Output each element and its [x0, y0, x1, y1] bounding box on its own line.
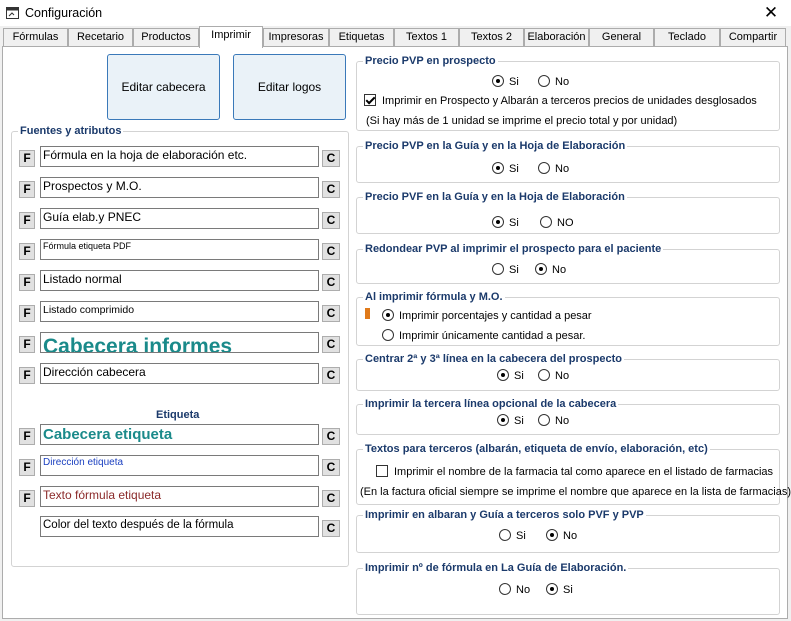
tab-teclado[interactable]: Teclado — [654, 28, 720, 47]
font-button-cabecera-informes[interactable]: F — [19, 336, 35, 353]
tab-compartir[interactable]: Compartir — [720, 28, 786, 47]
checkbox-icon[interactable] — [376, 465, 388, 477]
color-button-formula[interactable]: C — [322, 150, 340, 167]
radio-icon[interactable] — [382, 329, 394, 341]
radio-icon[interactable] — [499, 529, 511, 541]
albaran-pvf-si[interactable] — [499, 529, 526, 543]
pvp-prospecto-title: Precio PVP en prospecto — [365, 55, 496, 67]
imprimir-porcentajes-label: Imprimir porcentajes y cantidad a pesar — [399, 310, 592, 322]
color-button-color-despues[interactable]: C — [322, 520, 340, 537]
redondear-si-label: Si — [509, 264, 519, 276]
window-title: Configuración — [25, 6, 103, 20]
radio-icon[interactable] — [497, 414, 509, 426]
pvf-guia-si-label: Si — [509, 217, 519, 229]
pvf-guia-no[interactable] — [540, 216, 574, 230]
radio-icon[interactable] — [540, 216, 552, 228]
pvf-guia-no-label: NO — [557, 217, 574, 229]
color-button-listado-comprimido[interactable]: C — [322, 305, 340, 322]
font-sample-etiqueta-pdf: Fórmula etiqueta PDF — [40, 239, 319, 260]
pvf-guia-si[interactable] — [492, 216, 519, 230]
tercera-linea-no-label: No — [555, 415, 570, 427]
tab-imprimir[interactable]: Imprimir — [199, 26, 263, 48]
pvp-prospecto-no[interactable] — [538, 75, 569, 89]
tercera-linea-si[interactable] — [497, 414, 524, 428]
pvp-guia-title: Precio PVP en la Guía y en la Hoja de Elaboración — [365, 140, 626, 152]
radio-icon[interactable] — [538, 414, 550, 426]
pvp-guia-no-label: No — [555, 163, 570, 175]
font-sample-direccion-etiqueta: Dirección etiqueta — [40, 455, 319, 476]
imprimir-porcentajes-option[interactable] — [382, 309, 592, 323]
centrar-lineas-title: Centrar 2ª y 3ª línea en la cabecera del prospecto — [365, 353, 622, 365]
font-button-texto-formula-etiqueta[interactable]: F — [19, 490, 35, 507]
pvp-guia-si[interactable] — [492, 162, 519, 176]
radio-icon[interactable] — [492, 216, 504, 228]
app-icon — [6, 7, 19, 19]
font-button-direccion-etiqueta[interactable]: F — [19, 459, 35, 476]
tab-general[interactable]: General — [589, 28, 654, 47]
radio-icon[interactable] — [535, 263, 547, 275]
font-button-cabecera-etiqueta[interactable]: F — [19, 428, 35, 445]
numero-formula-title: Imprimir nº de fórmula en La Guía de Elaboración. — [365, 562, 627, 574]
color-button-texto-formula-etiqueta[interactable]: C — [322, 490, 340, 507]
fonts-group-title: Fuentes y atributos — [20, 125, 122, 137]
redondear-title: Redondear PVP al imprimir el prospecto para el paciente — [365, 243, 662, 255]
pvp-guia-si-label: Si — [509, 163, 519, 175]
font-sample-cabecera-informes: Cabecera informes — [40, 332, 319, 353]
pvp-prospecto-si-label: Si — [509, 76, 519, 88]
tab-textos-2[interactable]: Textos 2 — [459, 28, 524, 47]
tercera-linea-no[interactable] — [538, 414, 569, 428]
albaran-pvf-no-label: No — [563, 530, 578, 542]
color-button-prospectos[interactable]: C — [322, 181, 340, 198]
centrar-lineas-no[interactable] — [538, 369, 569, 383]
font-sample-listado-normal: Listado normal — [40, 270, 319, 291]
centrar-lineas-si[interactable] — [497, 369, 524, 383]
centrar-lineas-no-label: No — [555, 370, 570, 382]
pvp-prospecto-note: (Si hay más de 1 unidad se imprime el precio total y por unidad) — [366, 115, 678, 127]
tab-productos[interactable]: Productos — [133, 28, 199, 47]
color-button-cabecera-etiqueta[interactable]: C — [322, 428, 340, 445]
font-sample-direccion-cabecera: Dirección cabecera — [40, 363, 319, 384]
color-button-etiqueta-pdf[interactable]: C — [322, 243, 340, 260]
numero-formula-si[interactable] — [546, 583, 573, 597]
radio-icon[interactable] — [492, 263, 504, 275]
radio-icon[interactable] — [538, 162, 550, 174]
font-sample-guia: Guía elab.y PNEC — [40, 208, 319, 229]
centrar-lineas-si-label: Si — [514, 370, 524, 382]
precios-desglosados-checkbox[interactable] — [364, 94, 757, 108]
redondear-no[interactable] — [535, 263, 566, 277]
checkbox-icon[interactable] — [364, 94, 376, 106]
color-button-cabecera-informes[interactable]: C — [322, 336, 340, 353]
color-button-direccion-etiqueta[interactable]: C — [322, 459, 340, 476]
radio-icon[interactable] — [492, 75, 504, 87]
pvp-guia-no[interactable] — [538, 162, 569, 176]
pvp-prospecto-no-label: No — [555, 76, 570, 88]
imprimir-panel — [2, 46, 791, 619]
font-sample-color-despues: Color del texto después de la fórmula — [40, 516, 319, 537]
font-sample-texto-formula-etiqueta: Texto fórmula etiqueta — [40, 486, 319, 507]
tab-etiquetas[interactable]: Etiquetas — [329, 28, 394, 47]
radio-icon[interactable] — [492, 162, 504, 174]
color-button-direccion-cabecera[interactable]: C — [322, 367, 340, 384]
selection-marker — [365, 308, 370, 319]
color-button-listado-normal[interactable]: C — [322, 274, 340, 291]
imprimir-cantidad-label: Imprimir únicamente cantidad a pesar. — [399, 330, 586, 342]
tab-textos-1[interactable]: Textos 1 — [394, 28, 459, 47]
tercera-linea-title: Imprimir la tercera línea opcional de la cabecera — [365, 398, 617, 410]
etiqueta-section-title: Etiqueta — [156, 409, 200, 421]
imprimir-cantidad-option[interactable] — [382, 329, 585, 343]
font-button-listado-comprimido[interactable]: F — [19, 305, 35, 322]
redondear-no-label: No — [552, 264, 567, 276]
precios-desglosados-label: Imprimir en Prospecto y Albarán a terceros precios de unidades desglosados — [382, 95, 757, 107]
font-sample-listado-comprimido: Listado comprimido — [40, 301, 319, 322]
numero-formula-no-label: No — [516, 584, 531, 596]
font-button-prospectos[interactable]: F — [19, 181, 35, 198]
edit-header-button[interactable]: Editar cabecera — [107, 54, 220, 120]
close-button[interactable]: ✕ — [763, 3, 779, 22]
pvp-prospecto-si[interactable] — [492, 75, 519, 89]
tab-strip — [0, 26, 791, 47]
radio-icon[interactable] — [382, 309, 394, 321]
textos-terceros-title: Textos para terceros (albarán, etiqueta de envío, elaboración, etc) — [365, 443, 708, 455]
font-sample-cabecera-etiqueta: Cabecera etiqueta — [40, 424, 319, 445]
radio-icon[interactable] — [499, 583, 511, 595]
albaran-pvf-no[interactable] — [546, 529, 577, 543]
radio-icon[interactable] — [497, 369, 509, 381]
radio-icon[interactable] — [538, 369, 550, 381]
textos-terceros-note: (En la factura oficial siempre se imprime el nombre que aparece en la lista de farmacias) — [360, 486, 791, 498]
redondear-si[interactable] — [492, 263, 519, 277]
font-sample-formula: Fórmula en la hoja de elaboración etc. — [40, 146, 319, 167]
title-bar — [0, 0, 791, 26]
numero-formula-no[interactable] — [499, 583, 530, 597]
tercera-linea-si-label: Si — [514, 415, 524, 427]
radio-icon[interactable] — [546, 583, 558, 595]
edit-logos-button[interactable]: Editar logos — [233, 54, 346, 120]
pvf-guia-title: Precio PVF en la Guía y en la Hoja de Elaboración — [365, 191, 625, 203]
font-sample-prospectos: Prospectos y M.O. — [40, 177, 319, 198]
tab-recetario[interactable]: Recetario — [68, 28, 133, 47]
tab-formulas[interactable]: Fórmulas — [3, 28, 68, 47]
tab-impresoras[interactable]: Impresoras — [263, 28, 329, 47]
font-button-formula[interactable]: F — [19, 150, 35, 167]
nombre-farmacia-label: Imprimir el nombre de la farmacia tal como aparece en el listado de farmacias — [394, 466, 774, 478]
albaran-pvf-title: Imprimir en albaran y Guía a terceros solo PVF y PVP — [365, 509, 644, 521]
tab-elaboracion[interactable]: Elaboración — [524, 28, 589, 47]
albaran-pvf-si-label: Si — [516, 530, 526, 542]
font-button-direccion-cabecera[interactable]: F — [19, 367, 35, 384]
radio-icon[interactable] — [538, 75, 550, 87]
nombre-farmacia-checkbox[interactable] — [376, 465, 773, 479]
radio-icon[interactable] — [546, 529, 558, 541]
numero-formula-si-label: Si — [563, 584, 573, 596]
color-button-guia[interactable]: C — [322, 212, 340, 229]
imprimir-formula-title: Al imprimir fórmula y M.O. — [365, 291, 503, 303]
font-button-guia[interactable]: F — [19, 212, 35, 229]
font-button-etiqueta-pdf[interactable]: F — [19, 243, 35, 260]
font-button-listado-normal[interactable]: F — [19, 274, 35, 291]
